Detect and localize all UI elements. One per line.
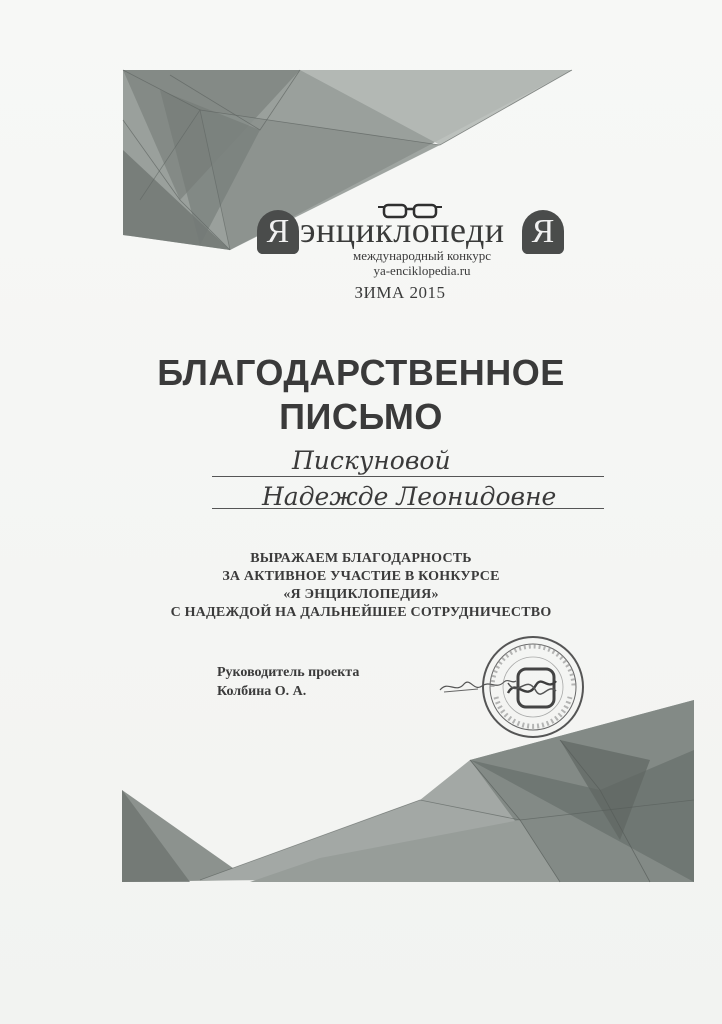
- recipient-surname: Пискуновой: [292, 446, 451, 475]
- logo-subtitle: международный конкурс: [353, 248, 491, 263]
- signatory-name: Колбина О. А.: [217, 684, 307, 699]
- stamp-seal-icon: [478, 633, 588, 741]
- signatory-role: Руководитель проекта: [217, 665, 360, 680]
- message-line-1: ВЫРАЖАЕМ БЛАГОДАРНОСТЬ: [250, 551, 472, 566]
- logo-badge-left: Я: [257, 210, 299, 254]
- message-line-2: ЗА АКТИВНОЕ УЧАСТИЕ В КОНКУРСЕ: [222, 569, 500, 584]
- dna-icon: [518, 669, 554, 707]
- certificate-title-line1: БЛАГОДАРСТВЕННОЕ: [157, 352, 565, 393]
- message-line-3: «Я ЭНЦИКЛОПЕДИЯ»: [283, 587, 439, 602]
- logo-wordmark: энциклопеди: [300, 210, 505, 250]
- recipient-line-1: [212, 476, 604, 477]
- recipient-line-2: [212, 508, 604, 509]
- message-line-4: С НАДЕЖДОЙ НА ДАЛЬНЕЙШЕЕ СОТРУДНИЧЕСТВО: [170, 605, 552, 620]
- season-label: ЗИМА 2015: [354, 283, 446, 302]
- logo-website: ya-enciklopedia.ru: [373, 263, 471, 278]
- certificate-title-line2: ПИСЬМО: [279, 396, 443, 437]
- logo-badge-right: Я: [522, 210, 564, 254]
- recipient-name: Надежде Леонидовне: [262, 482, 557, 511]
